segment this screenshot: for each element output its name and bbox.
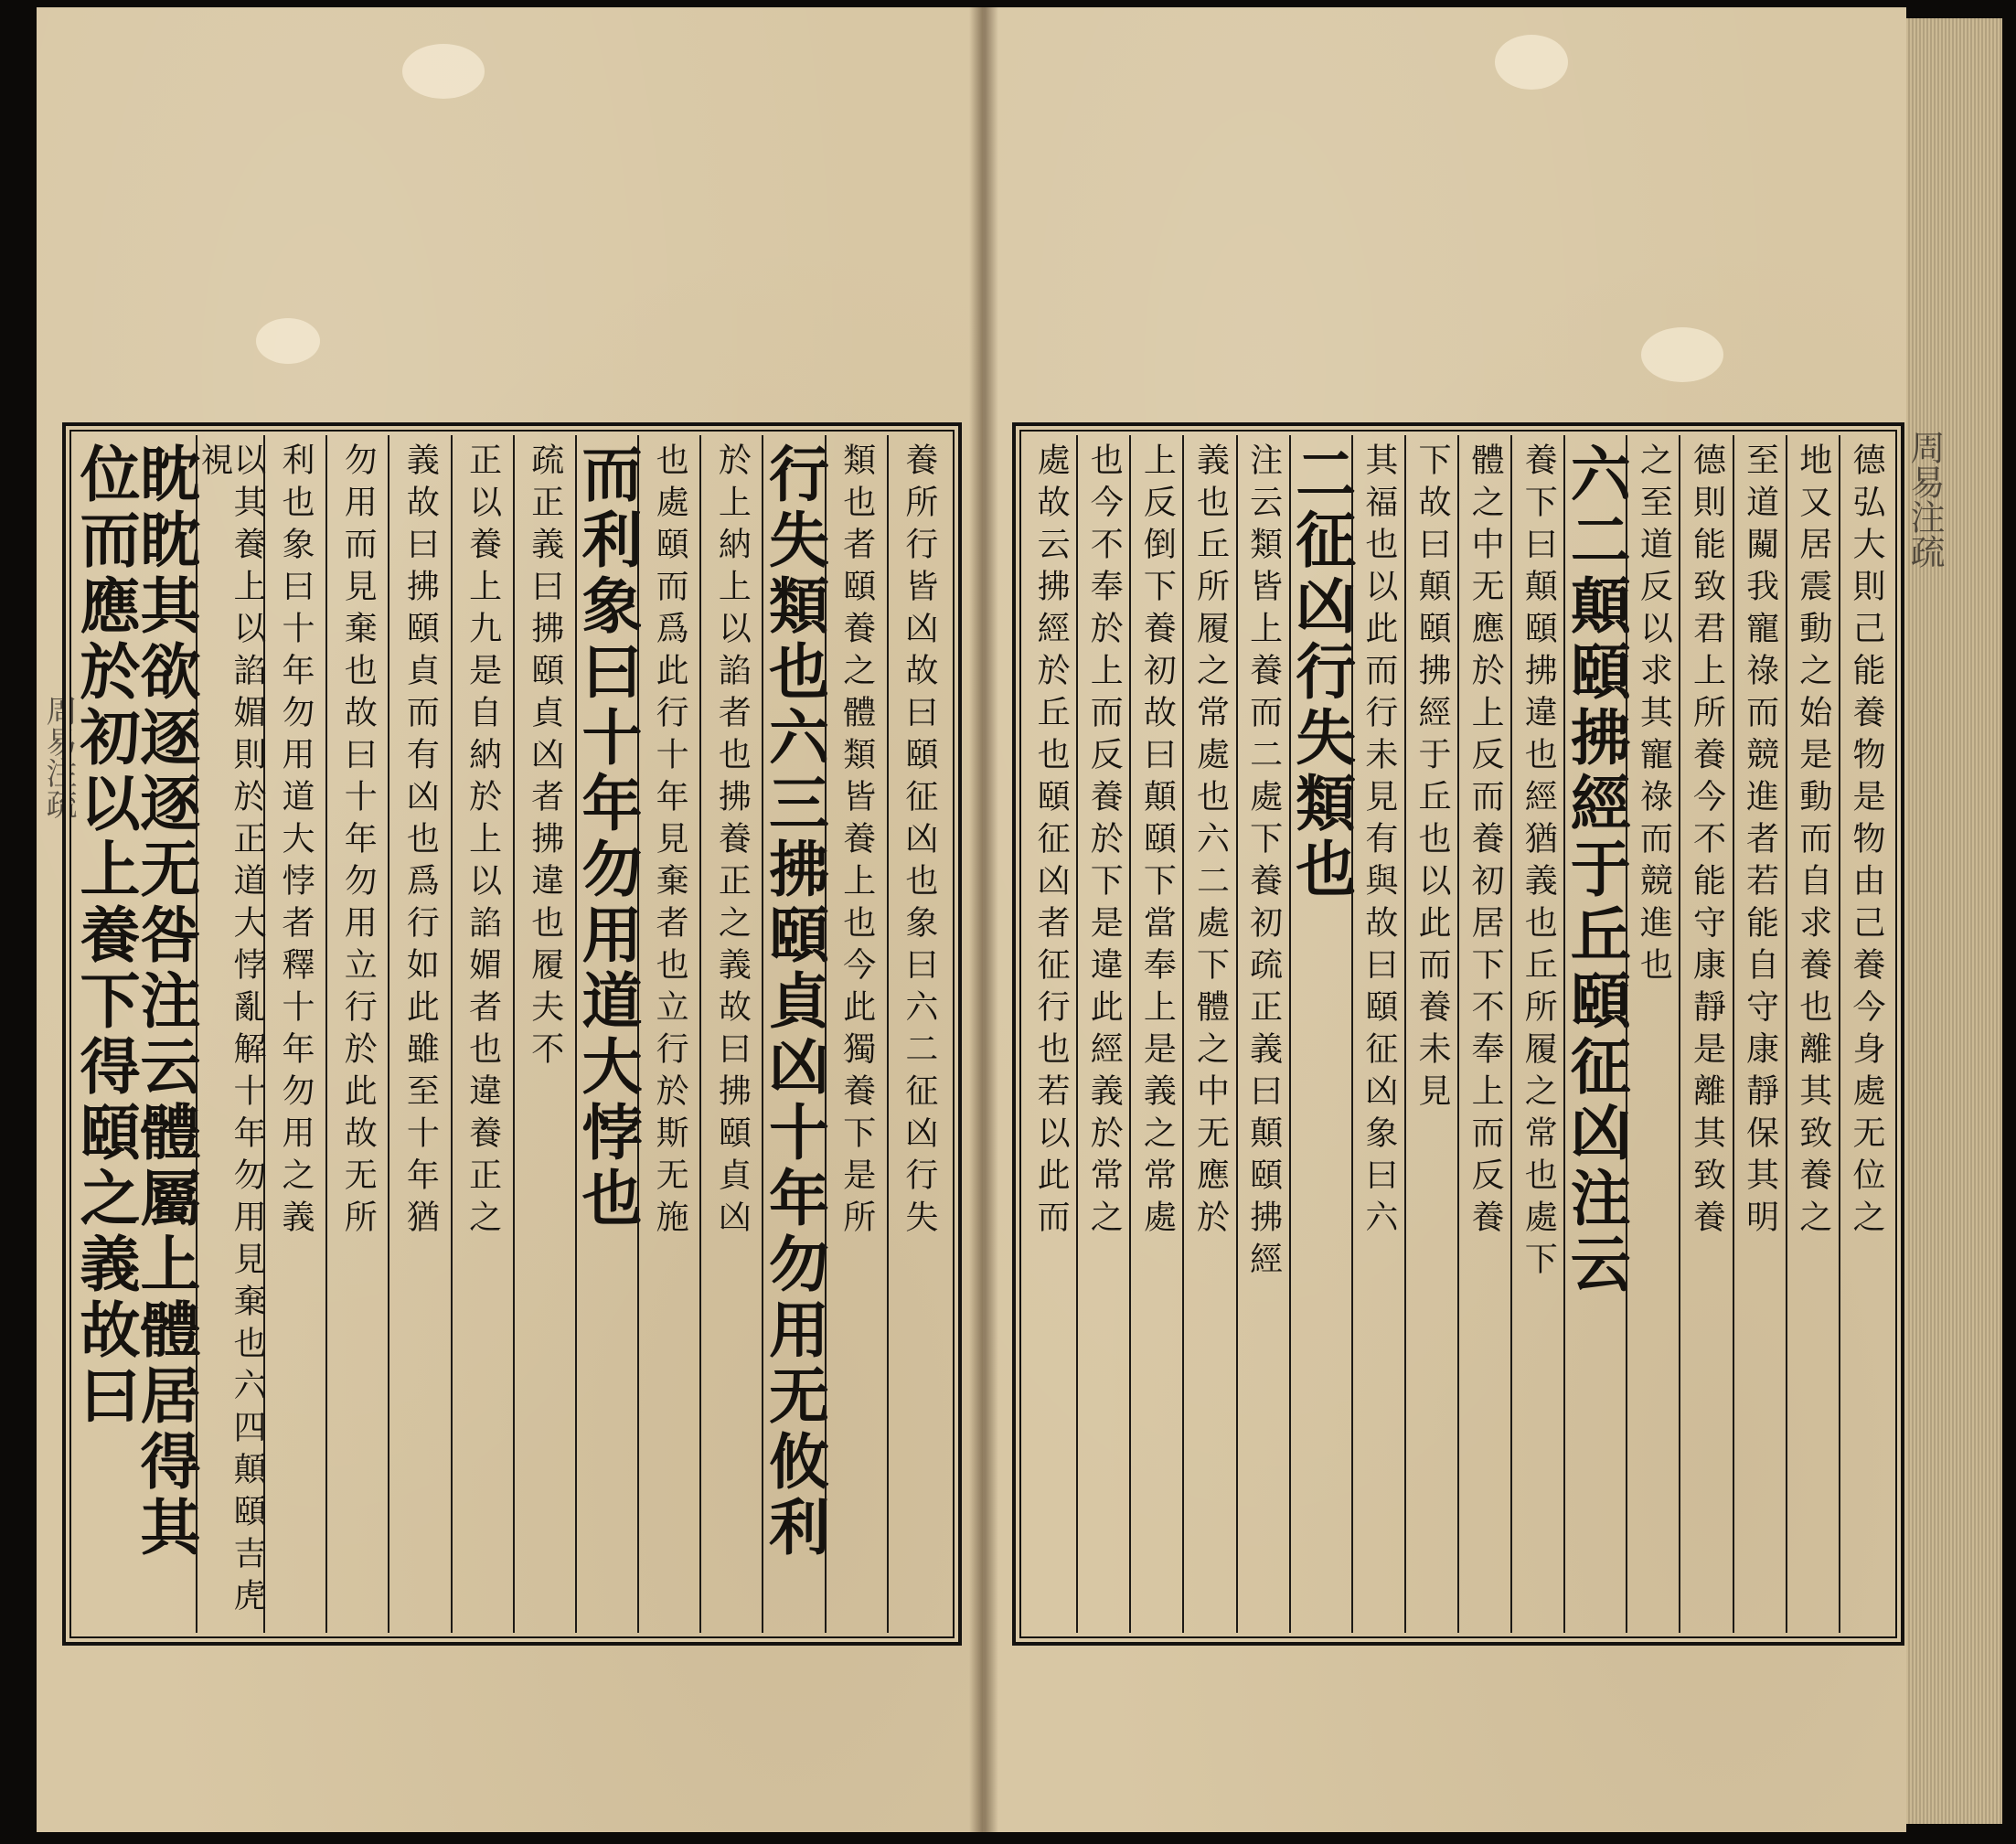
text-column: 眈眈其欲逐逐无咎注云體屬上體居得其位而應於初以上養下得頤之義故曰 — [69, 442, 201, 1562]
text-column: 德則能致君上所養今不能守康靜是離其致養 — [1679, 435, 1732, 1633]
paper-stain — [256, 318, 320, 364]
text-column: 二征凶行失類也 — [1289, 435, 1351, 1633]
left-columns — [69, 435, 949, 1633]
book-gutter — [969, 7, 998, 1832]
text-column: 正以養上九是自納於上以諂媚者也違養正之 — [451, 435, 513, 1633]
paper-stain — [1641, 327, 1723, 382]
text-column: 勿用而見棄也故曰十年勿用立行於此故无所 — [325, 435, 388, 1633]
text-column: 類也者頤養之體類皆養上也今此獨養下是所 — [825, 435, 887, 1633]
text-column: 上反倒下養初故曰顛頤下當奉上是義之常處 — [1129, 435, 1182, 1633]
text-column: 其福也以此而行未見有與故曰頤征凶象曰六 — [1351, 435, 1404, 1633]
text-column: 體之中无應於上反而養初居下不奉上而反養 — [1457, 435, 1510, 1633]
left-margin-label: 周易注疏 — [40, 695, 77, 819]
paper-stain — [1495, 35, 1568, 90]
right-text-frame — [1012, 422, 1904, 1646]
text-column: 也今不奉於上而反養於下是違此經義於常之 — [1076, 435, 1129, 1633]
text-column: 養所行皆凶故曰頤征凶也象曰六二征凶行失 — [887, 435, 949, 1633]
text-column: 養下曰顛頤拂違也經猶義也丘所履之常也處下 — [1510, 435, 1563, 1633]
text-column: 疏正義曰拂頤貞凶者拂違也履夫不 — [513, 435, 575, 1633]
text-column: 注云類皆上養而二處下養初疏正義曰顛頤拂經 — [1236, 435, 1289, 1633]
text-column: 六二顛頤拂經于丘頤征凶注云 — [1563, 435, 1626, 1633]
text-column: 而利象曰十年勿用道大悖也 — [575, 435, 637, 1633]
text-column: 利也象曰十年勿用道大悖者釋十年勿用之義 — [263, 435, 325, 1633]
text-column: 之至道反以求其寵祿而競進也 — [1626, 435, 1679, 1633]
page-edges — [1906, 18, 2002, 1824]
left-text-frame — [62, 422, 962, 1646]
right-margin-label: 周易注疏 — [1904, 430, 1945, 569]
text-column: 德弘大則己能養物是物由己養今身處无位之 — [1839, 435, 1892, 1633]
text-column: 地又居震動之始是動而自求養也離其致養之 — [1786, 435, 1839, 1633]
text-column: 下故曰顛頤拂經于丘也以此而養未見 — [1404, 435, 1457, 1633]
paper-stain — [402, 44, 485, 99]
text-column: 義也丘所履之常處也六二處下體之中无應於 — [1182, 435, 1235, 1633]
text-column: 義故曰拂頤貞而有凶也爲行如此雖至十年猶 — [388, 435, 450, 1633]
text-column: 也處頤而爲此行十年見棄者也立行於斯无施 — [637, 435, 699, 1633]
text-column: 於上納上以諂者也拂養正之義故曰拂頤貞凶 — [699, 435, 762, 1633]
text-column: 以其養上以諂媚則於正道大悖亂解十年勿用見棄也六四顛頤吉虎視 — [196, 435, 263, 1633]
text-column: 行失類也六三拂頤貞凶十年勿用无攸利 — [762, 435, 824, 1633]
text-column: 處故云拂經於丘也頤征凶者征行也若以此而 — [1032, 442, 1071, 1242]
text-column: 至道闚我寵祿而競進者若能自守康靜保其明 — [1733, 435, 1786, 1633]
right-columns — [1025, 435, 1892, 1633]
